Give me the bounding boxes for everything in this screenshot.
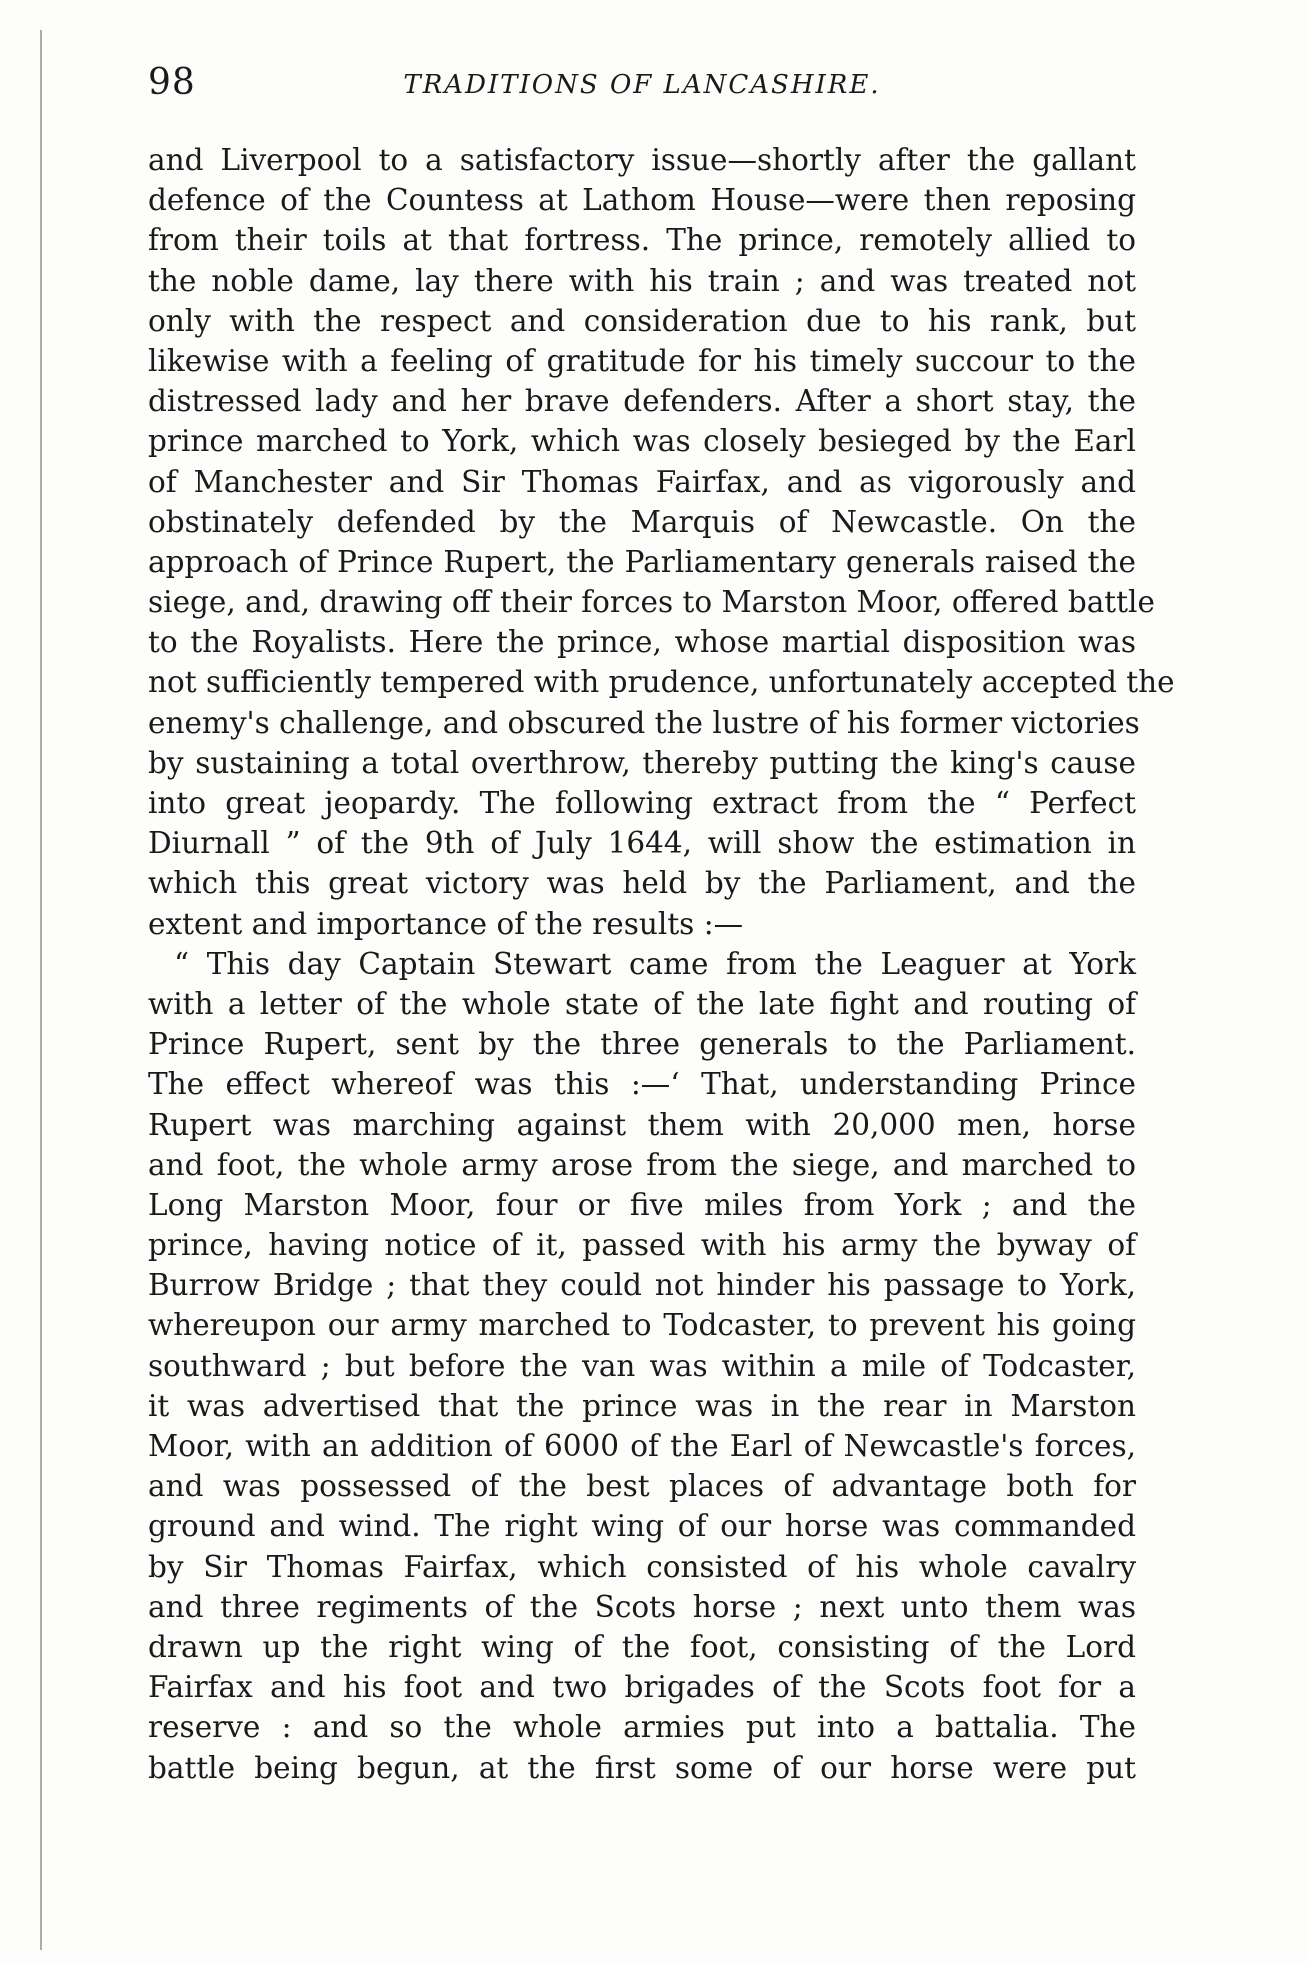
running-title: TRADITIONS OF LANCASHIRE. xyxy=(403,70,881,100)
text-line: into great jeopardy. The following extract from the “ Perfect xyxy=(148,786,1136,820)
text-line: likewise with a feeling of gratitude for his timely succour to the xyxy=(148,343,1136,378)
text-line: reserve : and so the whole armies put into a battalia. The xyxy=(148,1710,1136,1745)
text-line: ground and wind. The right wing of our horse was commanded xyxy=(148,1509,1136,1544)
text-line: enemy's challenge, and obscured the lustre of his former victories xyxy=(148,705,1140,740)
text-line: to the Royalists. Here the prince, whose martial disposition was xyxy=(148,625,1136,660)
text-line: Diurnall ” of the 9th of July 1644, will show the estimation in xyxy=(148,826,1136,861)
text-line: Long Marston Moor, four or five miles from York ; and the xyxy=(148,1187,1136,1222)
text-line: prince, having notice of it, passed with his army the byway of xyxy=(148,1228,1136,1263)
text-line: Moor, with an addition of 6000 of the Earl of Newcastle's forces, xyxy=(148,1429,1136,1463)
text-line: approach of Prince Rupert, the Parliamentary generals raised the xyxy=(148,544,1136,579)
text-line-paragraph-end: extent and importance of the results :— xyxy=(148,906,744,941)
text-line: Rupert was marching against them with 20,000 men, horse xyxy=(148,1107,1136,1142)
text-line: distressed lady and her brave defenders. After a short stay, the xyxy=(148,384,1136,419)
text-line: southward ; but before the van was within a mile of Todcaster, xyxy=(148,1348,1136,1383)
text-line: obstinately defended by the Marquis of Newcastle. On the xyxy=(148,504,1136,539)
text-line: drawn up the right wing of the foot, consisting of the Lord xyxy=(148,1629,1136,1664)
text-line-paragraph-start: “ This day Captain Stewart came from the Leaguer at York xyxy=(174,946,1136,981)
text-line: siege, and, drawing off their forces to Marston Moor, offered battle xyxy=(148,585,1155,620)
text-line: by sustaining a total overthrow, thereby putting the king's cause xyxy=(148,745,1136,780)
page-header xyxy=(148,62,1136,112)
text-line: it was advertised that the prince was in the rear in Marston xyxy=(148,1388,1136,1423)
text-line: and Liverpool to a satisfactory issue—shortly after the gallant xyxy=(148,143,1136,177)
page-number: 98 xyxy=(148,62,196,103)
body-text xyxy=(148,140,1175,1788)
text-line: only with the respect and consideration due to his rank, but xyxy=(148,303,1136,338)
text-line: Burrow Bridge ; that they could not hinder his passage to York, xyxy=(148,1268,1136,1303)
text-line: defence of the Countess at Lathom House—were then reposing xyxy=(148,183,1136,218)
text-line: Prince Rupert, sent by the three generals to the Parliament. xyxy=(148,1027,1136,1062)
text-line: with a letter of the whole state of the late fight and routing of xyxy=(148,986,1136,1021)
text-line: by Sir Thomas Fairfax, which consisted of his whole cavalry xyxy=(148,1549,1136,1584)
text-line: The effect whereof was this :—‘ That, understanding Prince xyxy=(148,1067,1136,1102)
page-binding-edge xyxy=(40,30,42,1950)
text-line: from their toils at that fortress. The prince, remotely allied to xyxy=(148,223,1136,258)
text-line: which this great victory was held by the Parliament, and the xyxy=(148,866,1136,901)
text-line: Fairfax and his foot and two brigades of the Scots foot for a xyxy=(148,1670,1136,1705)
text-line: not sufficiently tempered with prudence, unfortunately accepted the xyxy=(148,665,1175,700)
text-line: the noble dame, lay there with his train ; and was treated not xyxy=(148,263,1136,298)
text-line: and foot, the whole army arose from the siege, and marched to xyxy=(148,1147,1136,1182)
text-line: whereupon our army marched to Todcaster, to prevent his going xyxy=(148,1308,1136,1343)
text-line: battle being begun, at the first some of our horse were put xyxy=(148,1750,1136,1785)
text-line: prince marched to York, which was closely besieged by the Earl xyxy=(148,424,1136,459)
text-line: and was possessed of the best places of advantage both for xyxy=(148,1469,1136,1504)
text-line: of Manchester and Sir Thomas Fairfax, and as vigorously and xyxy=(148,464,1136,499)
text-line: and three regiments of the Scots horse ; next unto them was xyxy=(148,1589,1136,1624)
